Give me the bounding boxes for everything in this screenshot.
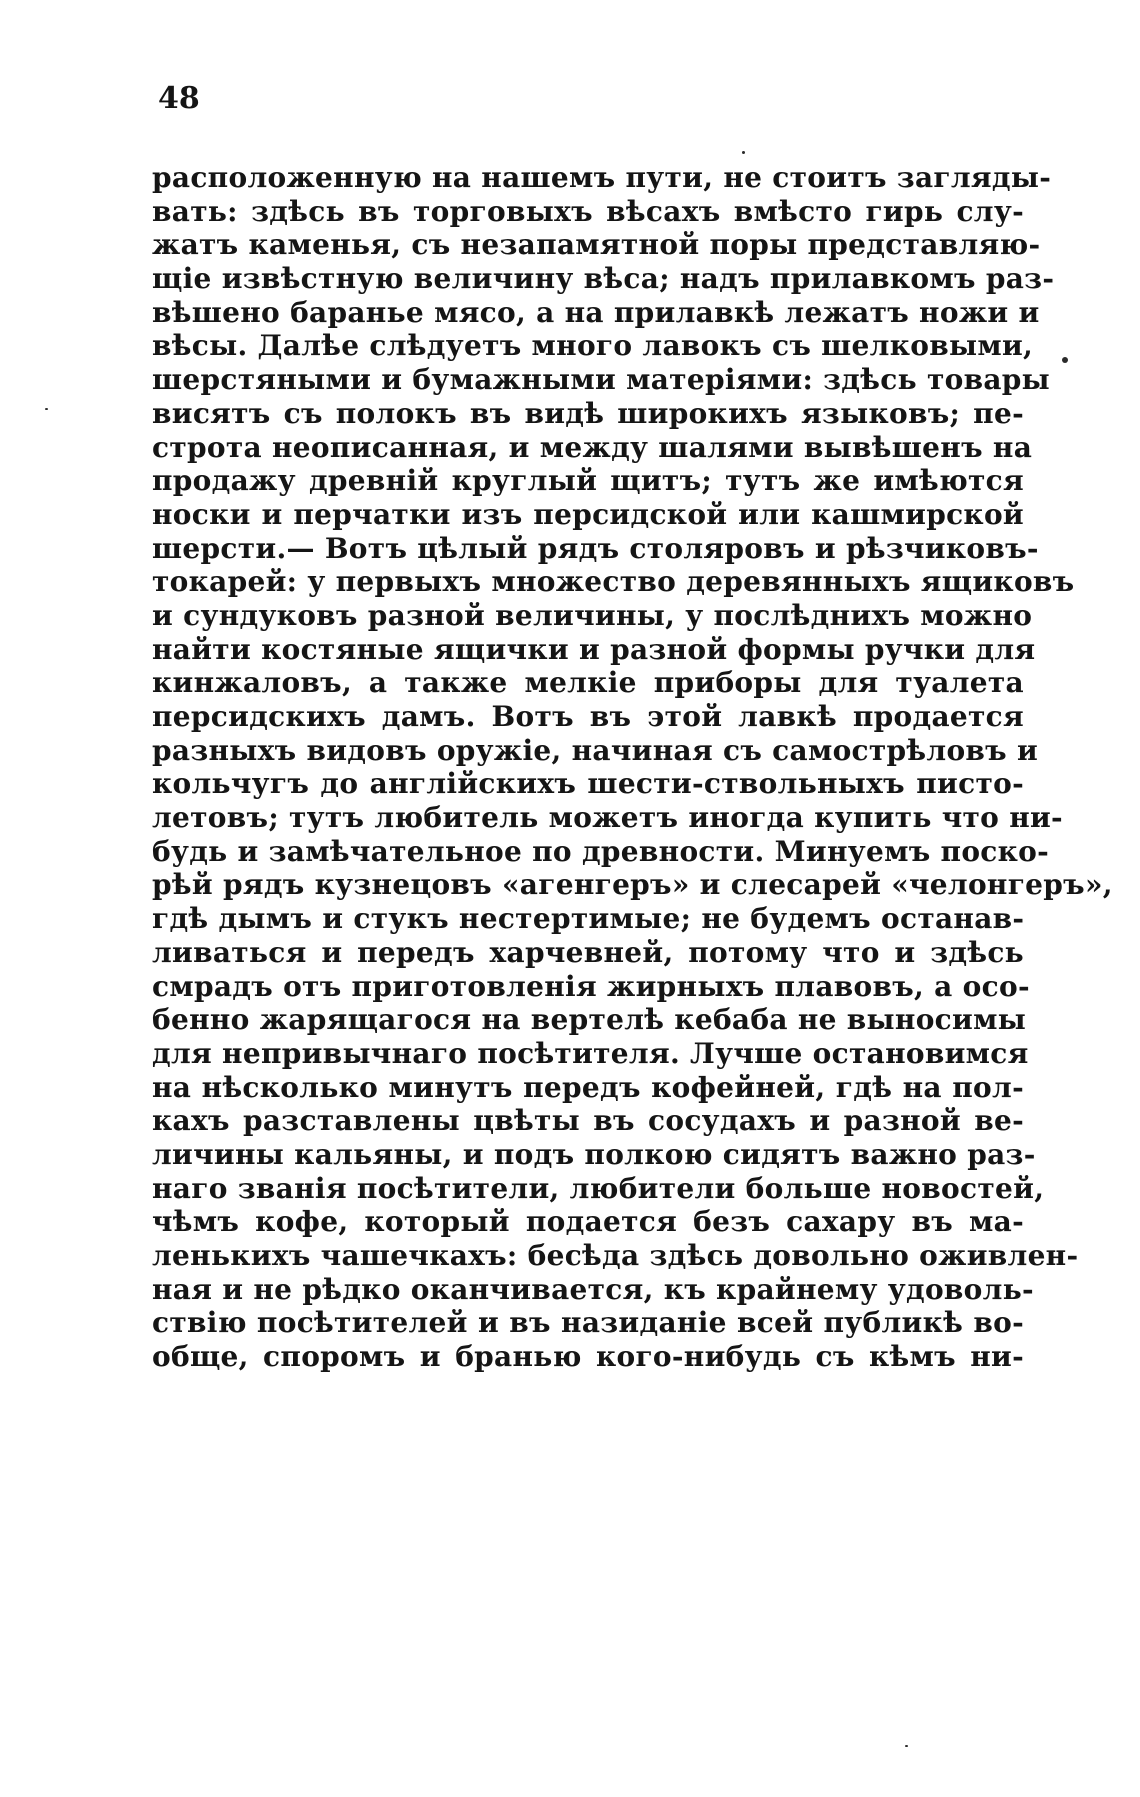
text-line: вѣсы. Далѣе слѣдуетъ много лавокъ съ шелковыми,	[152, 329, 1034, 363]
text-line: личины кальяны, и подъ полкою сидятъ важно раз-	[152, 1137, 1036, 1171]
text-line: кахъ разставлены цвѣты въ сосудахъ и разной ве-	[152, 1104, 1024, 1138]
text-line: щіе извѣстную величину вѣса; надъ прилавкомъ раз-	[152, 262, 1055, 296]
text-line: ленькихъ чашечкахъ: бесѣда здѣсь довольно оживлен-	[152, 1239, 1079, 1272]
text-line: гдѣ дымъ и стукъ нестертимые; не будемъ останав-	[152, 902, 1025, 936]
text-line: будь и замѣчательное по древности. Минуемъ поско-	[152, 834, 1050, 868]
page-number: 48	[158, 81, 200, 116]
text-line: бенно жарящагося на вертелѣ кебаба не выносимы	[152, 1003, 1027, 1037]
text-line: обще, споромъ и бранью кого-нибудь съ кѣмъ ни-	[152, 1340, 1024, 1374]
text-line: кинжаловъ, а также мелкіе приборы для туалета	[152, 666, 1024, 700]
text-line: вѣшено баранье мясо, а на прилавкѣ лежатъ ножи и	[152, 295, 1040, 329]
text-line: летовъ; тутъ любитель можетъ иногда купить что ни-	[152, 801, 1063, 835]
scan-speck	[45, 408, 48, 410]
text-line: токарей: у первыхъ множество деревянныхъ ящиковъ	[152, 565, 1075, 599]
text-line: найти костяные ящички и разной формы ручки для	[152, 632, 1036, 666]
text-line: ливаться и передъ харчевней, потому что и здѣсь	[152, 935, 1024, 969]
text-line: разныхъ видовъ оружіе, начиная съ самострѣловъ и	[152, 733, 1039, 767]
text-line: рѣй рядъ кузнецовъ «агенгеръ» и слесарей «челонгеръ»,	[152, 868, 1113, 902]
scan-speck	[1062, 357, 1068, 363]
text-line: чѣмъ кофе, который подается безъ сахару въ ма-	[152, 1205, 1024, 1239]
text-line: расположенную на нашемъ пути, не стоитъ загляды-	[152, 161, 1052, 194]
text-line: наго званія посѣтители, любители больше новостей,	[152, 1171, 1045, 1205]
text-line: для непривычнаго посѣтителя. Лучше остановимся	[152, 1036, 1029, 1070]
text-line: персидскихъ дамъ. Вотъ въ этой лавкѣ продается	[152, 700, 1024, 733]
text-line: на нѣсколько минутъ передъ кофейней, гдѣ на пол-	[152, 1070, 1024, 1104]
body-text	[152, 161, 1113, 1374]
text-line: строта неописанная, и между шалями вывѣшенъ на	[152, 430, 1033, 464]
text-line: продажу древній круглый щитъ; тутъ же имѣются	[152, 464, 1024, 498]
text-line: шерсти.— Вотъ цѣлый рядъ столяровъ и рѣзчиковъ-	[152, 531, 1039, 565]
text-line: носки и перчатки изъ персидской или кашмирской	[152, 497, 1024, 531]
text-line: и сундуковъ разной величины, у послѣднихъ можно	[152, 598, 1033, 632]
text-line: смрадъ отъ приготовленія жирныхъ плавовъ, а осо-	[152, 969, 1030, 1003]
scan-speck	[742, 151, 745, 154]
scan-speck	[905, 1745, 908, 1747]
text-line: висятъ съ полокъ въ видѣ широкихъ языковъ; пе-	[152, 396, 1024, 430]
text-line: ная и не рѣдко оканчивается, къ крайнему удоволь-	[152, 1272, 1034, 1306]
text-line: жатъ каменья, съ незапамятной поры представляю-	[152, 228, 1041, 262]
text-line: вать: здѣсь въ торговыхъ вѣсахъ вмѣсто гирь слу-	[152, 194, 1024, 228]
text-line: кольчугъ до англійскихъ шести-ствольныхъ писто-	[152, 767, 1024, 801]
text-line: ствію посѣтителей и въ назиданіе всей публикѣ во-	[152, 1306, 1024, 1340]
text-line: шерстяными и бумажными матеріями: здѣсь товары	[152, 363, 1051, 397]
